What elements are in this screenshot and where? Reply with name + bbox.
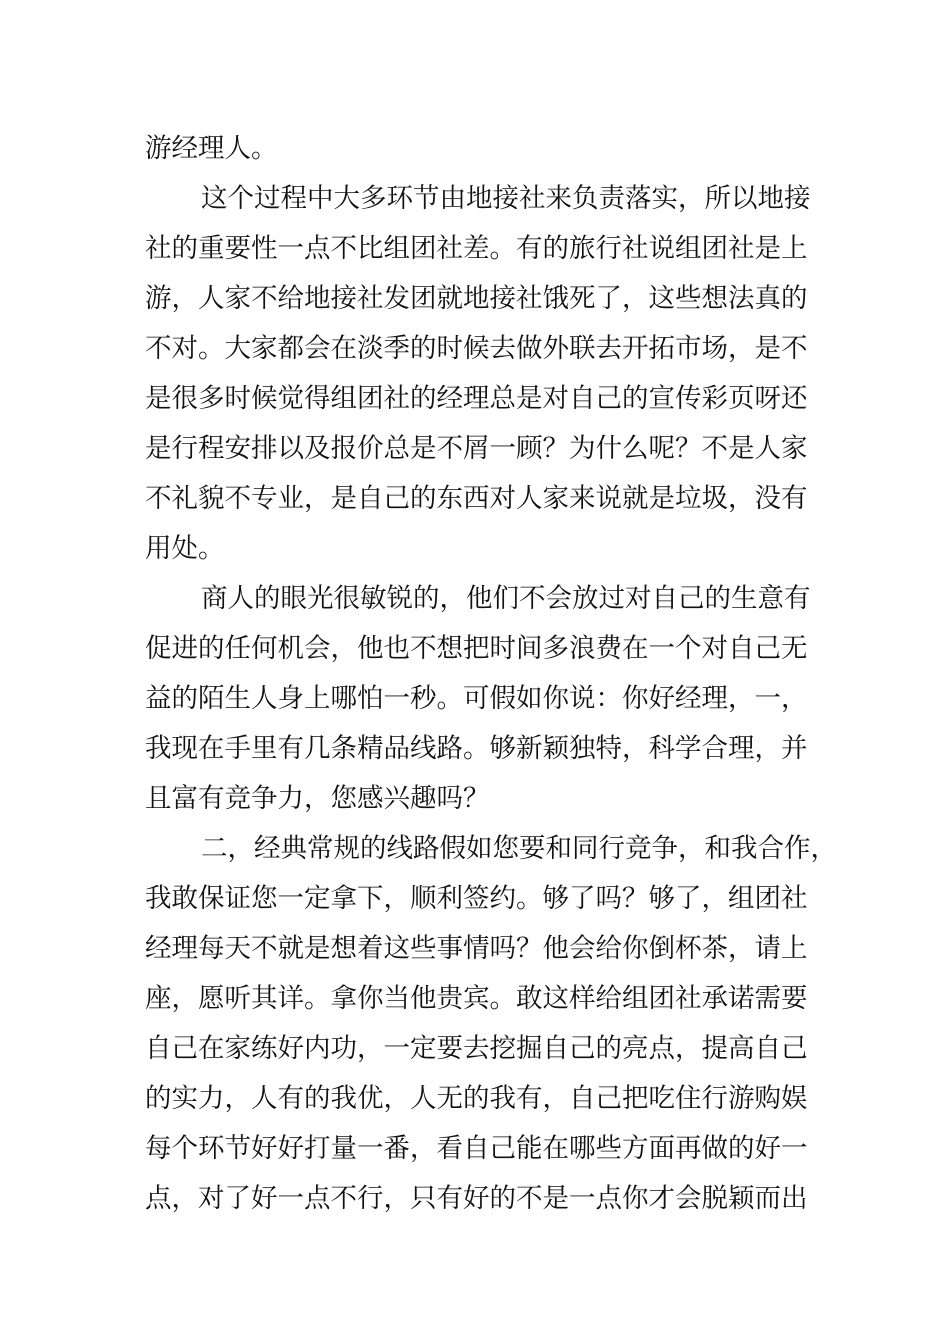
text-line: 用处。 xyxy=(145,533,225,564)
text-line: 社的重要性一点不比组团社差。有的旅行社说组团社是上 xyxy=(145,233,808,264)
text-line: 游经理人。 xyxy=(145,133,278,164)
text-line: 座，愿听其详。拿你当他贵宾。敢这样给组团社承诺需要 xyxy=(145,983,808,1014)
text-line: 每个环节好好打量一番，看自己能在哪些方面再做的好一 xyxy=(145,1133,808,1164)
text-line: 不礼貌不专业，是自己的东西对人家来说就是垃圾，没有 xyxy=(145,483,808,514)
text-line: 游，人家不给地接社发团就地接社饿死了，这些想法真的 xyxy=(145,283,808,314)
text-line: 不对。大家都会在淡季的时候去做外联去开拓市场，是不 xyxy=(145,333,808,364)
text-line: 经理每天不就是想着这些事情吗？他会给你倒杯茶，请上 xyxy=(145,933,808,964)
text-line: 点，对了好一点不行，只有好的不是一点你才会脱颖而出 xyxy=(145,1183,808,1214)
text-line: 的实力，人有的我优，人无的我有，自己把吃住行游购娱 xyxy=(145,1083,808,1114)
paragraph-first-line: 二，经典常规的线路假如您要和同行竞争，和我合作， xyxy=(201,833,837,864)
text-line: 我现在手里有几条精品线路。够新颖独特，科学合理，并 xyxy=(145,733,808,764)
body-text xyxy=(145,124,837,1224)
paragraph-first-line: 商人的眼光很敏锐的，他们不会放过对自己的生意有 xyxy=(201,583,811,614)
text-line: 是行程安排以及报价总是不屑一顾？为什么呢？不是人家 xyxy=(145,433,808,464)
text-line: 我敢保证您一定拿下，顺利签约。够了吗？够了，组团社 xyxy=(145,883,808,914)
paragraph-first-line: 这个过程中大多环节由地接社来负责落实，所以地接 xyxy=(201,183,811,214)
text-line: 益的陌生人身上哪怕一秒。可假如你说：你好经理，一， xyxy=(145,683,808,714)
text-line: 自己在家练好内功，一定要去挖掘自己的亮点，提高自己 xyxy=(145,1033,808,1064)
text-line: 是很多时候觉得组团社的经理总是对自己的宣传彩页呀还 xyxy=(145,383,808,414)
text-line: 促进的任何机会，他也不想把时间多浪费在一个对自己无 xyxy=(145,633,808,664)
text-line: 且富有竞争力，您感兴趣吗？ xyxy=(145,783,490,814)
